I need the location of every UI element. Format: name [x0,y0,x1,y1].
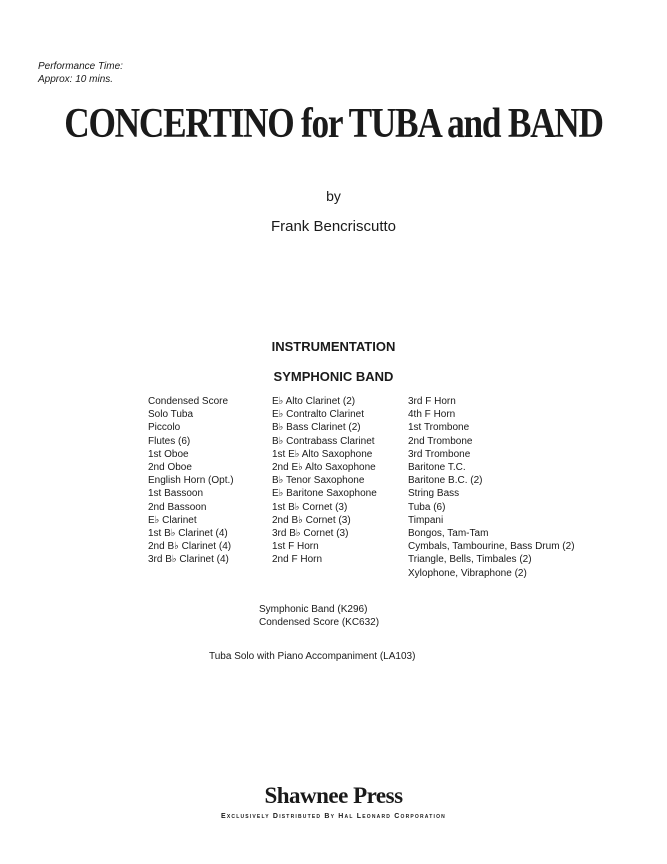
list-item: 3rd B♭ Clarinet (4) [148,554,229,566]
list-item: Piccolo [148,422,181,434]
distributor-line: Exclusively Distributed By Hal Leonard Corporation [220,813,446,820]
list-item: Cymbals, Tambourine, Bass Drum (2) [408,541,575,553]
list-item: Timpani [408,514,444,526]
list-item: 3rd Trombone [408,448,471,460]
list-item: 1st Oboe [148,448,189,460]
instrument-column-3 [408,395,575,580]
list-item: 2nd Oboe [148,462,192,474]
list-item: 1st F Horn [272,541,319,553]
list-item: 2nd B♭ Cornet (3) [272,514,351,526]
catalog-score: Condensed Score (KC632) [259,617,380,628]
list-item: Tuba (6) [408,501,446,513]
performance-time-label: Performance Time: [38,61,123,72]
list-item: 2nd B♭ Clarinet (4) [148,541,232,553]
list-item: Baritone B.C. (2) [408,475,483,487]
by-line: by [326,188,341,204]
list-item: E♭ Baritone Saxophone [272,488,377,500]
performance-duration: Approx: 10 mins. [38,74,114,85]
list-item: English Horn (Opt.) [148,475,234,487]
list-item: 2nd E♭ Alto Saxophone [272,462,376,474]
list-item: B♭ Tenor Saxophone [272,475,365,487]
list-item: Triangle, Bells, Timbales (2) [408,554,532,566]
list-item: 2nd F Horn [272,554,323,566]
list-item: Flutes (6) [148,435,191,447]
list-item: B♭ Bass Clarinet (2) [272,422,361,434]
list-item: Condensed Score [148,396,229,407]
composer-name: Frank Bencriscutto [270,218,397,235]
list-item: 3rd B♭ Cornet (3) [272,528,349,540]
catalog-numbers [259,603,379,629]
list-item: Solo Tuba [148,409,194,421]
list-item: 2nd Bassoon [148,501,207,513]
list-item: 4th F Horn [408,409,456,421]
list-item: B♭ Contrabass Clarinet [272,435,375,447]
piano-edition: Tuba Solo with Piano Accompaniment (LA103) [209,651,416,662]
list-item: String Bass [408,488,460,500]
list-item: 1st E♭ Alto Saxophone [272,448,373,460]
instrumentation-heading: INSTRUMENTATION [271,339,396,354]
list-item: 1st Trombone [408,422,470,434]
publisher-logo: Shawnee Press [264,783,403,808]
list-item: 1st B♭ Clarinet (4) [148,528,228,540]
list-item: Xylophone, Vibraphone (2) [408,567,527,579]
instrument-column-1 [148,395,234,567]
list-item: 2nd Trombone [408,435,473,447]
list-item: E♭ Contralto Clarinet [272,409,364,421]
band-heading: SYMPHONIC BAND [273,369,394,384]
list-item: Bongos, Tam-Tam [408,528,489,540]
list-item: E♭ Alto Clarinet (2) [272,396,356,407]
list-item: Baritone T.C. [408,462,466,474]
list-item: 1st Bassoon [148,488,204,500]
list-item: 3rd F Horn [408,396,456,407]
catalog-band: Symphonic Band (K296) [259,604,368,615]
instrument-column-2 [272,395,377,567]
page-title: CONCERTINO for TUBA and BAND [64,101,603,147]
list-item: E♭ Clarinet [148,514,197,526]
performance-time [38,60,123,86]
list-item: 1st B♭ Cornet (3) [272,501,348,513]
